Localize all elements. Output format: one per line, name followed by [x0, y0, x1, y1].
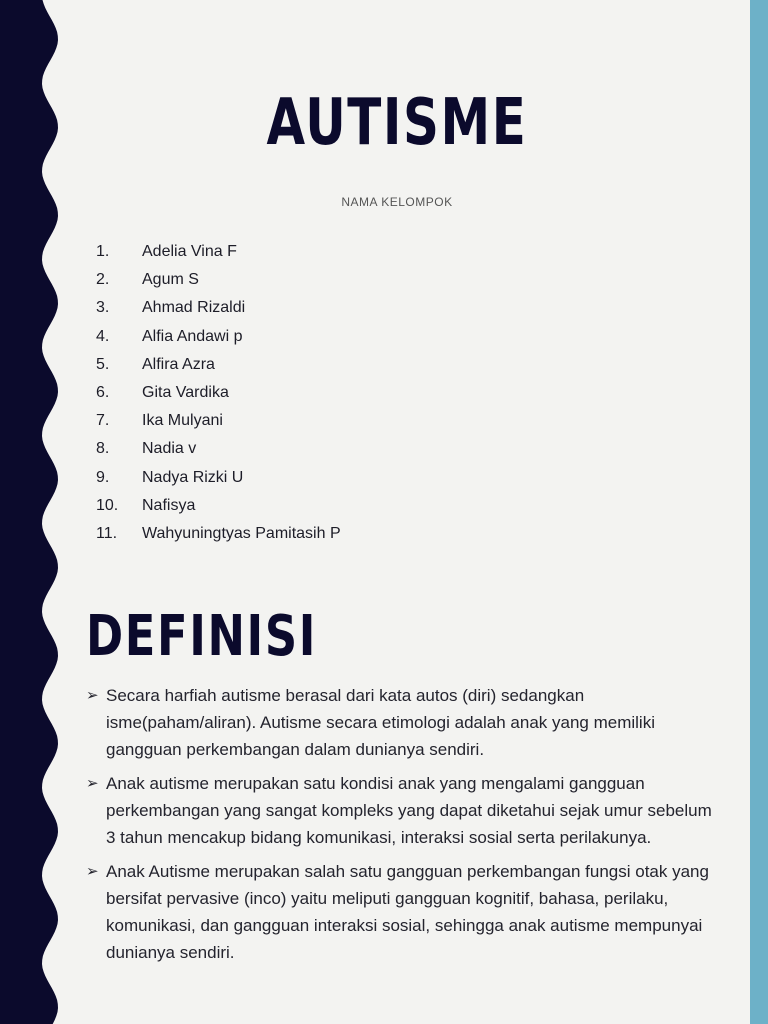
member-name: Adelia Vina F	[142, 243, 237, 261]
member-list	[96, 238, 341, 548]
left-wave-border	[0, 0, 64, 1024]
arrow-bullet-icon: ➢	[86, 863, 99, 880]
member-item	[96, 464, 341, 492]
member-item	[96, 351, 341, 379]
definition-point	[86, 858, 716, 966]
member-name: Agum S	[142, 271, 199, 289]
definition-text: Anak autisme merupakan satu kondisi anak yang mengalami gangguan perkembangan yang sangat kompleks yang dapat diketahui sejak umur sebelum 3 tahun mencakup bidang komunikasi, interaksi sosial serta perilakunya.	[106, 774, 712, 847]
member-item	[96, 323, 341, 351]
definition-list	[86, 682, 716, 973]
member-name: Alfia Andawi p	[142, 327, 243, 345]
arrow-bullet-icon: ➢	[86, 687, 99, 704]
member-number: 1.	[96, 243, 110, 261]
member-name: Nadya Rizki U	[142, 468, 244, 486]
member-item	[96, 294, 341, 322]
member-number: 6.	[96, 384, 110, 402]
member-number: 10.	[96, 496, 119, 514]
slide-title-autisme: AUTISME	[266, 86, 528, 160]
member-item	[96, 379, 341, 407]
right-accent-bar	[750, 0, 768, 1024]
section-title-definisi: DEFINISI	[86, 604, 317, 669]
member-name: Nadia v	[142, 440, 197, 458]
member-item	[96, 520, 341, 548]
member-item	[96, 435, 341, 463]
member-item	[96, 238, 341, 266]
member-name: Alfira Azra	[142, 355, 215, 373]
member-number: 3.	[96, 299, 110, 317]
member-number: 5.	[96, 355, 110, 373]
member-name: Nafisya	[142, 496, 196, 514]
definition-point	[86, 770, 716, 851]
member-name: Wahyuningtyas Pamitasih P	[142, 524, 341, 542]
member-item	[96, 266, 341, 294]
member-number: 9.	[96, 468, 110, 486]
member-name: Ika Mulyani	[142, 412, 223, 430]
member-number: 2.	[96, 271, 110, 289]
definition-text: Anak Autisme merupakan salah satu gangguan perkembangan fungsi otak yang bersifat pervasive (inco) yaitu meliputi gangguan kognitif, bahasa, perilaku, komunikasi, dan gangguan interaksi sosial, sehingga anak autisme mempunyai dunianya sendiri.	[106, 862, 709, 962]
member-number: 4.	[96, 327, 110, 345]
group-subtitle: NAMA KELOMPOK	[341, 195, 453, 209]
member-name: Gita Vardika	[142, 384, 229, 402]
member-number: 7.	[96, 412, 110, 430]
member-number: 8.	[96, 440, 110, 458]
member-name: Ahmad Rizaldi	[142, 299, 246, 317]
arrow-bullet-icon: ➢	[86, 775, 99, 792]
definition-point	[86, 682, 716, 763]
member-item	[96, 492, 341, 520]
definition-text: Secara harfiah autisme berasal dari kata autos (diri) sedangkan isme(paham/aliran). Autisme secara etimologi adalah anak yang memiliki gangguan perkembangan dalam dunianya sendiri.	[106, 686, 655, 759]
member-item	[96, 407, 341, 435]
member-number: 11.	[96, 524, 118, 542]
